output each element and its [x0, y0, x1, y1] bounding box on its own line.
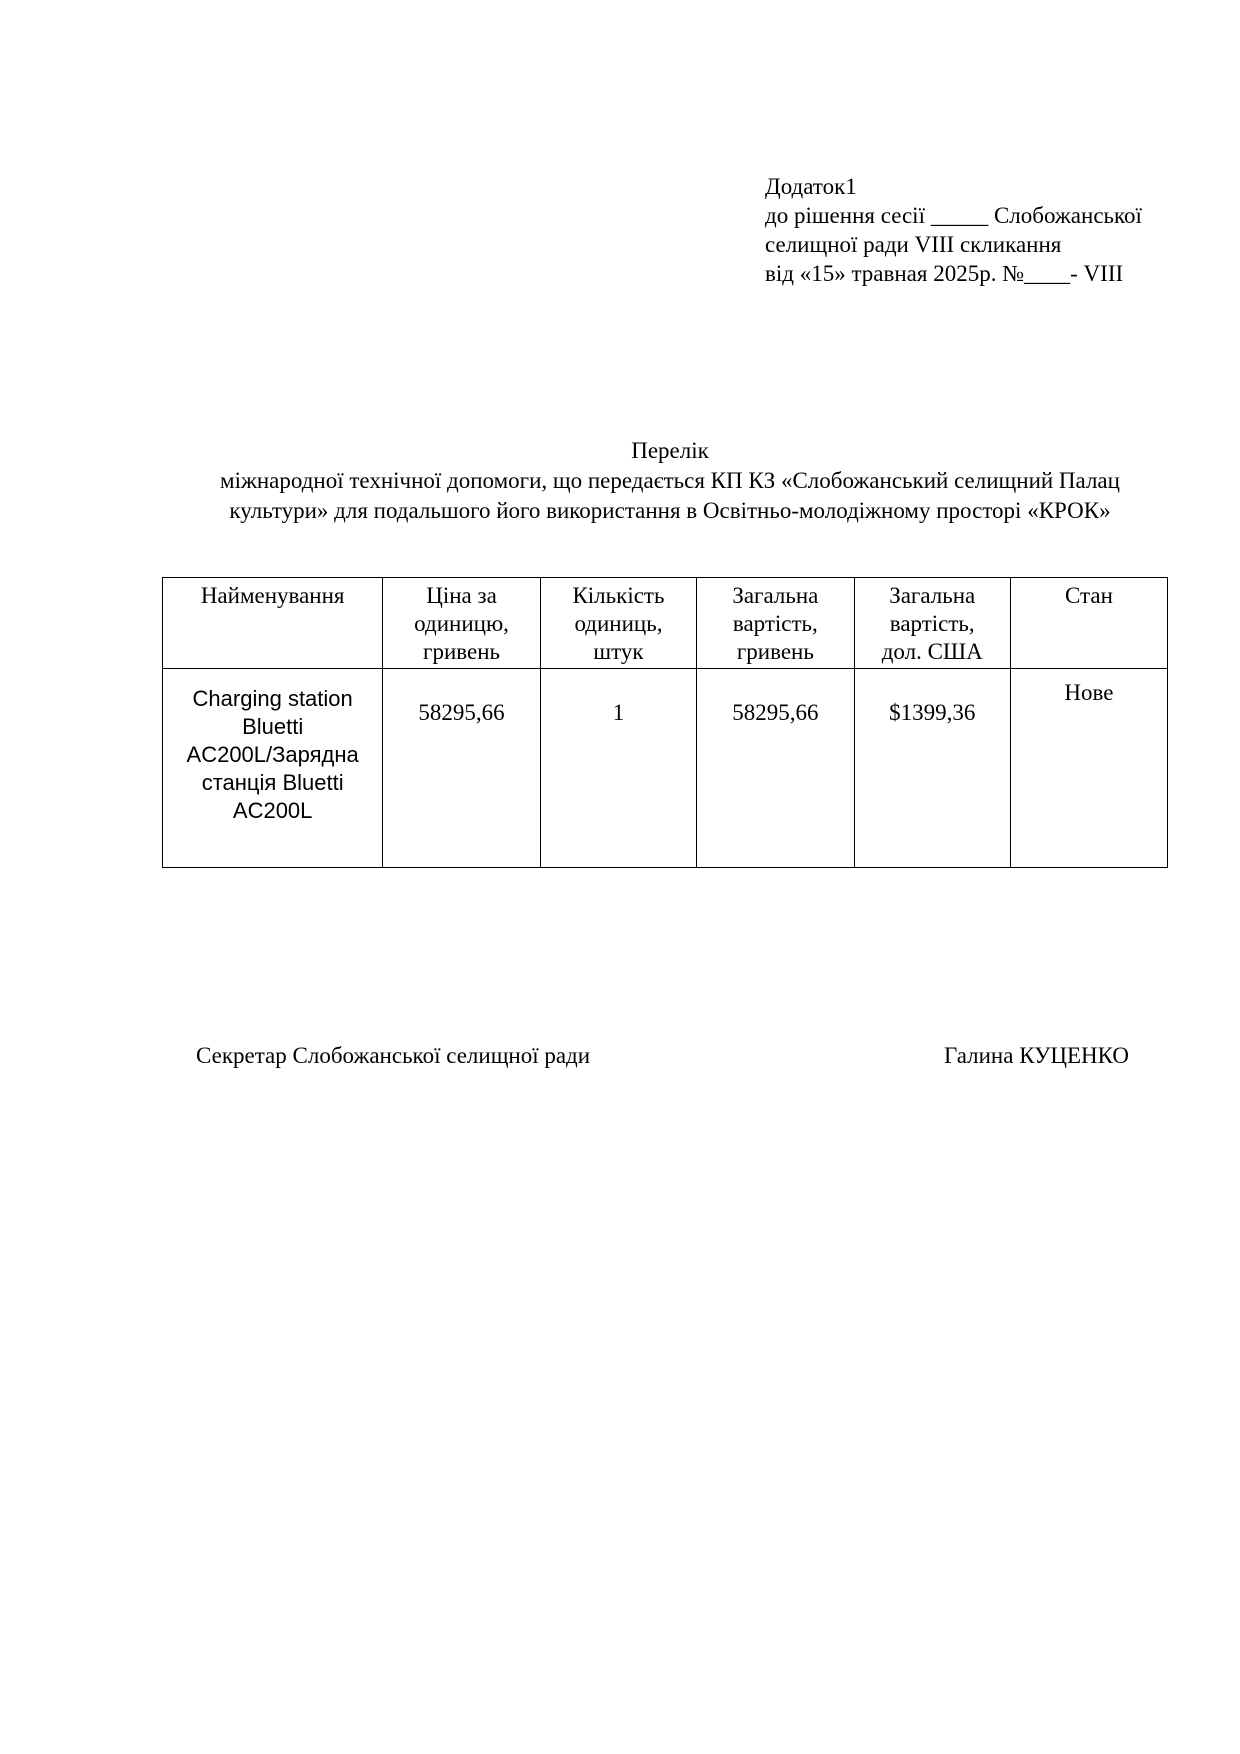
column-header-text: Найменування — [200, 583, 345, 608]
column-header-state — [1010, 578, 1167, 669]
column-header-text: дол. США — [881, 639, 983, 664]
table-row — [163, 669, 1168, 868]
appendix-line: селищної ради VIII скликання — [765, 232, 1062, 257]
appendix-line: до рішення сесії _____ Слобожанської — [765, 203, 1142, 228]
column-header-text: Кількість — [572, 583, 665, 608]
cell-total-usd: $1399,36 — [854, 669, 1010, 868]
heading-line: культури» для подальшого його використання в Освітньо-молодіжному просторі «КРОК» — [229, 498, 1111, 523]
column-header-text: Загальна — [889, 583, 976, 608]
cell-unit-price: 58295,66 — [383, 669, 540, 868]
column-header-total-usd — [854, 578, 1010, 669]
appendix-line: Додаток1 — [765, 174, 857, 199]
item-name-line: Bluetti — [242, 714, 304, 739]
item-name-line: станція Bluetti — [201, 770, 344, 795]
column-header-text: гривень — [736, 639, 814, 664]
column-header-name — [163, 578, 383, 669]
item-name-line: Charging station — [192, 686, 353, 711]
table-header-row — [163, 578, 1168, 669]
cell-item-name — [163, 669, 383, 868]
column-header-text: одиниць, — [574, 611, 663, 636]
column-header-text: одиницю, — [414, 611, 509, 636]
cell-total-uah: 58295,66 — [697, 669, 854, 868]
document-heading — [150, 436, 1190, 526]
column-header-total-uah — [697, 578, 854, 669]
item-name-line: AC200L/Зарядна — [186, 742, 359, 767]
column-header-quantity — [540, 578, 696, 669]
column-header-text: штук — [593, 639, 644, 664]
item-name-line: AC200L — [232, 798, 313, 823]
column-header-text: Стан — [1065, 583, 1113, 608]
cell-quantity: 1 — [540, 669, 696, 868]
appendix-line: від «15» травная 2025р. №____- VIII — [765, 261, 1124, 286]
appendix-reference — [765, 172, 1142, 288]
heading-title: Перелік — [631, 438, 709, 463]
column-header-text: Ціна за — [426, 583, 497, 608]
signatory-name: Галина КУЦЕНКО — [944, 1043, 1129, 1068]
column-header-unit-price — [383, 578, 540, 669]
signatory-position: Секретар Слобожанської селищної ради — [196, 1043, 591, 1068]
column-header-text: гривень — [423, 639, 501, 664]
heading-line: міжнародної технічної допомоги, що передається КП КЗ «Слобожанський селищний Палац — [220, 468, 1120, 493]
column-header-text: Загальна — [732, 583, 819, 608]
column-header-text: вартість, — [732, 611, 818, 636]
items-table — [162, 577, 1168, 868]
cell-state: Нове — [1010, 669, 1167, 868]
column-header-text: вартість, — [889, 611, 975, 636]
